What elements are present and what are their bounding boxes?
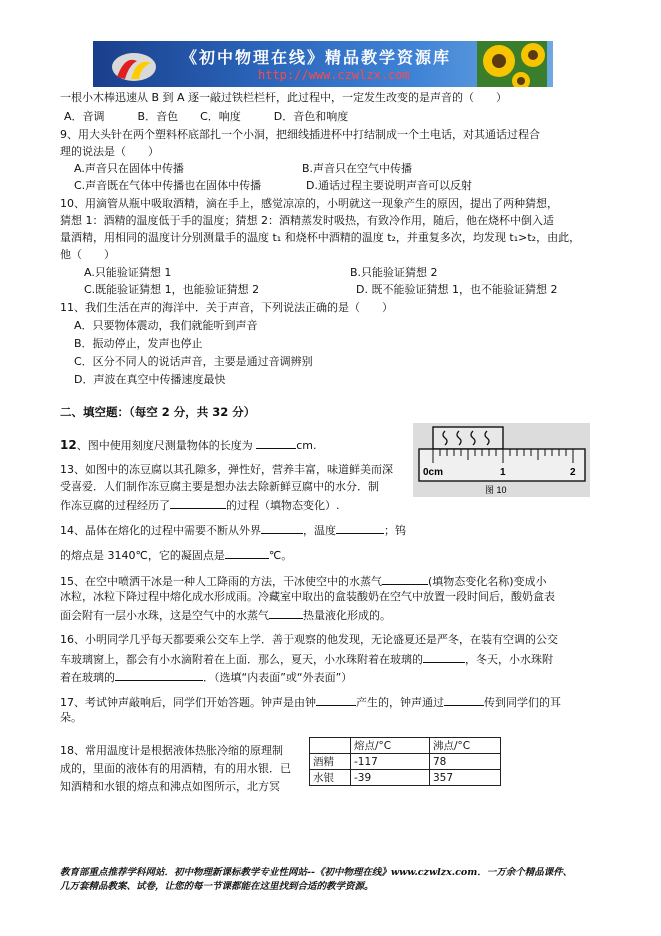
q16-answer-blank-2[interactable]	[115, 669, 203, 681]
ruler-caption: 图 10	[485, 485, 507, 495]
q8-stem: 一根小木棒迅速从 B 到 A 逐一敲过铁栏栏杆，此过程中，一定发生改变的是声音的（ ）	[60, 91, 508, 104]
logo-icon	[111, 47, 157, 83]
q9-option-b: B.声音只在空气中传播	[302, 162, 413, 175]
banner-title: 《初中物理在线》精品教学资源库	[181, 48, 452, 67]
q11-option-a: A．只要物体震动，我们就能听到声音	[74, 319, 258, 332]
table-header-cell: 熔点/°C	[351, 738, 430, 754]
q11-option-b: B．振动停止，发声也停止	[74, 337, 203, 350]
q13-stem-3	[60, 497, 340, 513]
table-header-cell	[310, 738, 351, 754]
q12-unit: cm.	[296, 439, 317, 452]
q16-text-pre-3: 着在玻璃的	[60, 671, 115, 684]
q10-option-b: B.只能验证猜想 2	[350, 266, 438, 279]
q11-option-d: D．声波在真空中传播速度最快	[74, 373, 226, 386]
q17-answer-blank-2[interactable]	[444, 694, 484, 706]
footer-line-2: 几万套精品教案、试卷，让您的每一节课都能在这里找到合适的教学资源。	[60, 881, 374, 892]
ruler-figure	[413, 423, 590, 497]
q16-stem-2	[60, 651, 553, 667]
ruler-label-1: 1	[500, 467, 506, 478]
q17-text-pre: 17、考试钟声敲响后，同学们开始答题。钟声是由钟	[60, 696, 316, 709]
q14-stem-1	[60, 522, 406, 538]
q11-option-c: C．区分不同人的说话声音，主要是通过音调辨别	[74, 355, 313, 368]
table-cell: -117	[351, 754, 430, 770]
table-row	[310, 770, 501, 786]
q10-stem-3: 量酒精，用相同的温度计分别测量手的温度 t₁ 和烧杯中酒精的温度 t₂，并重复多次，均发现 t₁>t₂，由此，	[60, 231, 581, 244]
q12-answer-blank[interactable]	[256, 437, 296, 449]
q17-stem-2: 朵。	[60, 711, 82, 724]
section-heading: 二、填空题：（每空 2 分，共 32 分）	[60, 405, 256, 419]
q14-answer-blank-3[interactable]	[225, 547, 269, 559]
q10-stem-1: 10、用滴管从瓶中吸取酒精，滴在手上，感觉凉凉的，小明就这一现象产生的原因，提出了两种猜想，	[60, 197, 558, 210]
q12-number: 12	[60, 438, 77, 452]
table-cell: 357	[430, 770, 501, 786]
q9-option-d: D.通话过程主要说明声音可以反射	[306, 179, 472, 192]
q14-answer-blank-2[interactable]	[336, 522, 384, 534]
q13-stem-1: 13、如图中的冻豆腐以其孔隙多，弹性好，营养丰富，味道鲜美而深	[60, 463, 393, 476]
q13-text-pre: 作冻豆腐的过程经历了	[60, 499, 170, 512]
ruler-image	[413, 423, 590, 497]
q15-answer-blank-1[interactable]	[382, 573, 428, 585]
q15-stem-3	[60, 607, 391, 623]
q17-stem-1	[60, 694, 561, 710]
q8-options: A．音调 B．音色 C．响度 D．音色和响度	[64, 110, 349, 123]
footer-line-1: 教育部重点推荐学科网站．初中物理新课标教学专业性网站--《初中物理在线》www.czwlzx.com．一万余个精品课件、	[60, 867, 573, 878]
table-cell: 酒精	[310, 754, 351, 770]
table-cell: -39	[351, 770, 430, 786]
q17-text-post: 传到同学们的耳	[484, 696, 561, 709]
q13-text-post: 的过程（填物态变化）.	[226, 499, 340, 512]
table-row	[310, 754, 501, 770]
q16-stem-3	[60, 669, 352, 685]
table-header-cell: 沸点/°C	[430, 738, 501, 754]
q13-stem-2: 受喜爱．人们制作冻豆腐主要是想办法去除新鲜豆腐中的水分．制	[60, 480, 379, 493]
q15-answer-blank-2[interactable]	[269, 607, 303, 619]
q9-option-a: A.声音只在固体中传播	[74, 162, 184, 175]
q16-text-mid: ，冬天，小水珠附	[465, 653, 553, 666]
q14-text-post: ；钨	[384, 524, 406, 537]
q14-text-pre: 14、晶体在熔化的过程中需要不断从外界	[60, 524, 261, 537]
q14-text-mid: ，温度	[303, 524, 336, 537]
q15-text-post: (填物态变化名称)变成小	[428, 575, 547, 588]
q16-text-post-3: ．（选填“内表面”或“外表面”）	[203, 671, 353, 684]
q16-answer-blank-1[interactable]	[423, 651, 465, 663]
table-cell: 水银	[310, 770, 351, 786]
table-cell: 78	[430, 754, 501, 770]
q15-text-post-3: 热量液化形成的。	[303, 609, 391, 622]
q13-answer-blank[interactable]	[170, 497, 226, 509]
q14-text-post-2: ℃。	[268, 549, 293, 562]
q9-stem-1: 9、用大头针在两个塑料杯底部扎一个小洞，把细线插进杯中打结制成一个土电话，对其通话过程合	[60, 128, 540, 141]
q14-stem-2	[60, 547, 292, 563]
q16-stem-1: 16、小明同学几乎每天都要乘公交车上学．善于观察的他发现，无论盛夏还是严冬，在装有空调的公交	[60, 633, 558, 646]
q15-stem-1	[60, 573, 547, 589]
q10-stem-4: 他（ ）	[60, 248, 115, 261]
table-header-row	[310, 738, 501, 754]
banner-url[interactable]: http://www.czwlzx.com	[258, 68, 410, 82]
header-banner	[93, 41, 553, 87]
q12-text: 、图中使用刻度尺测量物体的长度为	[76, 439, 253, 452]
q12-line	[60, 437, 316, 453]
q10-stem-2: 猜想 1：酒精的温度低于手的温度；猜想 2：酒精蒸发时吸热，有致冷作用，随后，他在烧杯中倒入适	[60, 214, 554, 227]
melting-boiling-table	[309, 737, 501, 786]
q9-option-c: C.声音既在气体中传播也在固体中传播	[74, 179, 262, 192]
q17-answer-blank-1[interactable]	[316, 694, 356, 706]
q16-text-pre: 车玻璃窗上，都会有小水滴附着在上面．那么，夏天，小水珠附着在玻璃的	[60, 653, 423, 666]
q18-stem-2: 成的，里面的液体有的用酒精，有的用水银．已	[60, 762, 291, 775]
q10-option-a: A.只能验证猜想 1	[84, 266, 172, 279]
q17-text-mid: 产生的，钟声通过	[356, 696, 444, 709]
q15-stem-2: 冰粒，冰粒下降过程中熔化成水形成雨。冷藏室中取出的盒装酸奶在空气中放置一段时间后，酸奶盒表	[60, 590, 555, 603]
q14-answer-blank-1[interactable]	[261, 522, 303, 534]
q9-stem-2: 理的说法是（ ）	[60, 145, 159, 158]
q10-option-c: C.既能验证猜想 1，也能验证猜想 2	[84, 283, 260, 296]
q18-stem-3: 知酒精和水银的熔点和沸点如图所示，北方冥	[60, 780, 280, 793]
q10-option-d: D. 既不能验证猜想 1，也不能验证猜想 2	[356, 283, 558, 296]
sunflower-icon	[477, 41, 547, 87]
q14-text-pre-2: 的熔点是 3140℃，它的凝固点是	[60, 549, 225, 562]
ruler-label-2: 2	[570, 467, 576, 478]
q15-text-pre: 15、在空中喷洒干冰是一种人工降雨的方法，干冰使空中的水蒸气	[60, 575, 382, 588]
q11-stem: 11、我们生活在声的海洋中．关于声音，下列说法正确的是（ ）	[60, 301, 393, 314]
q18-stem-1: 18、常用温度计是根据液体热胀冷缩的原理制	[60, 744, 283, 757]
q15-text-pre-3: 面会附有一层小水珠，这是空气中的水蒸气	[60, 609, 269, 622]
ruler-label-0: 0cm	[423, 467, 444, 478]
